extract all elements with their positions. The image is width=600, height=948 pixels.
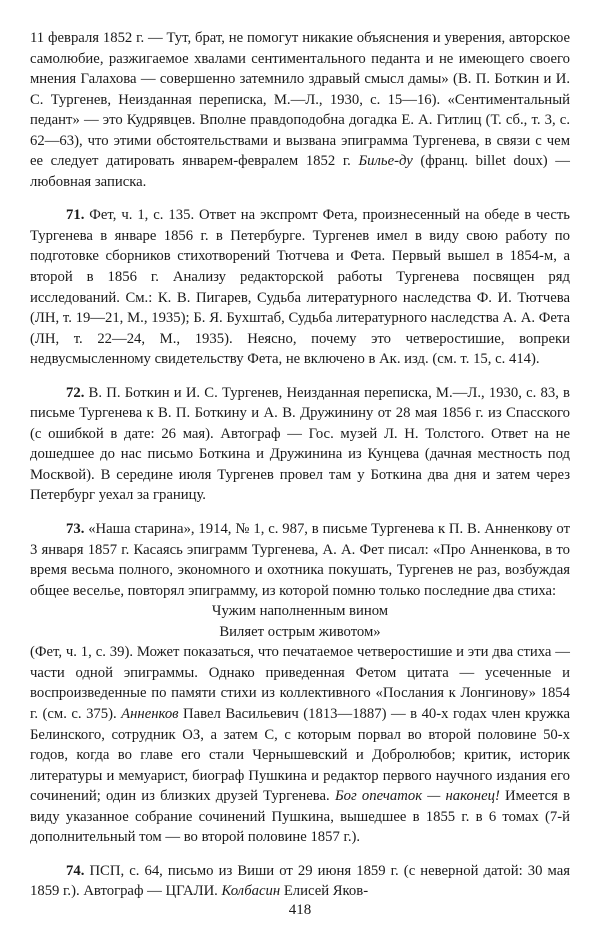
continued-paragraph: 11 февраля 1852 г. — Тут, брат, не помогут никакие объяснения и уверения, авторское самолюбие, разжигаемое хвалами сентиментального педанта и не имеющего своего мнения Галахова — совершенно затемнило здравый смысл дамы» (В. П. Боткин и И. С. Тургенев, Неизданная переписка, М.—Л., 1930, с. 15—16). «Сентиментальный педант» — это Кудрявцев. Вполне правдоподобна догадка Е. А. Гитлиц (Т. сб., т. 3, с. 62—63), что этими обстоятельствами и вызвана эпиграмма Тургенева, в связи с чем ее следует датировать январем-февралем 1852 г. Билье-ду (франц. billet doux) — любовная записка.: [30, 30, 570, 190]
italic-term: Билье-ду: [358, 153, 413, 170]
note-number: 73.: [66, 521, 85, 538]
italic-term: Колбасин: [221, 883, 281, 900]
note-71: 71. Фет, ч. 1, с. 135. Ответ на экспромт Фета, произнесенный на обеде в честь Тургенева в январе 1856 г. в Петербурге. Тургенев имел в виду свою работу по подготовке сборников стихотворений Тютчева и Фета. Первый вышел в 1854-м, а второй в 1856 г. Анализу редакторской работы Тургенева посвящен ряд исследований. См.: К. В. Пигарев, Судьба литературного наследства Ф. И. Тютчева (ЛН, т. 19—21, М., 1935); Б. Я. Бухштаб, Судьба литературного наследства А. А. Фета (ЛН, т. 22—24, М., 1935). Неясно, почему это четверостишие, вопреки недвусмысленному свидетельству Фета, не включено в Ак. изд. (см. т. 15, с. 414).: [30, 207, 570, 368]
note-number: 71.: [66, 207, 85, 224]
note-number: 72.: [66, 384, 85, 401]
note-73-continuation: (Фет, ч. 1, с. 39). Может показаться, что печатаемое четверостишие и эти два стиха — части одной эпиграммы. Однако приведенная Фетом цитата — усеченные и воспроизведенные по памяти стихи из коллективного «Послания к Лонгинову» 1854 г. (см. с. 375). Анненков Павел Васильевич (1813—1887) — в 40-х годах член кружка Белинского, сотрудник ОЗ, а затем С, с которым порвал во второй половине 50-х годов, когда во главе его стали Чернышевский и Добролюбов; критик, историк литературы и мемуарист, биограф Пушкина и редактор первого научного издания его сочинений; один из близких друзей Тургенева. Бог опечаток — наконец! Имеется в виду указанное собрание сочинений Пушкина, вышедшее в 1855 г. в 6 томах (7-й дополнительный том — во второй половине 1857 г.).: [30, 644, 571, 846]
italic-term: Бог опечаток — наконец!: [334, 788, 500, 805]
note-73: 73. «Наша старина», 1914, № 1, с. 987, в письме Тургенева к П. В. Анненкову от 3 января 1857 г. Касаясь эпиграмм Тургенева, А. А. Фет писал: «Про Анненкова, в то время весьма полного, экономного и охотника покушать, Тургенев не раз, возбуждая общее веселье, повторял эпиграмму, из которой помню только последние два стиха:: [30, 521, 570, 599]
note-72: 72. В. П. Боткин и И. С. Тургенев, Неизданная переписка, М.—Л., 1930, с. 83, в письме Тургенева к В. П. Боткину и А. В. Дружинину от 28 мая 1856 г. из Спасского (с ошибкой в дате: 26 мая). Автограф — Гос. музей Л. Н. Толстого. Ответ на не дошедшее до нас письмо Боткина и Дружинина из Кунцева (дачная местность под Москвой). В середине июля Тургенев провел там у Боткина два дня и затем через Петербург уехал за границу.: [30, 384, 570, 504]
page-body: [30, 28, 570, 902]
italic-term: Анненков: [121, 705, 179, 722]
verse-quote: [30, 601, 570, 642]
note-74: 74. ПСП, с. 64, письмо из Виши от 29 июня 1859 г. (с неверной датой: 30 мая 1859 г.). Автограф — ЦГАЛИ. Колбасин Елисей Яков-: [30, 862, 570, 900]
page-number: 418: [288, 902, 312, 918]
note-number: 74.: [66, 862, 85, 879]
verse-line: Чужим наполненным вином: [211, 603, 389, 620]
verse-line: Виляет острым животом»: [219, 623, 381, 640]
